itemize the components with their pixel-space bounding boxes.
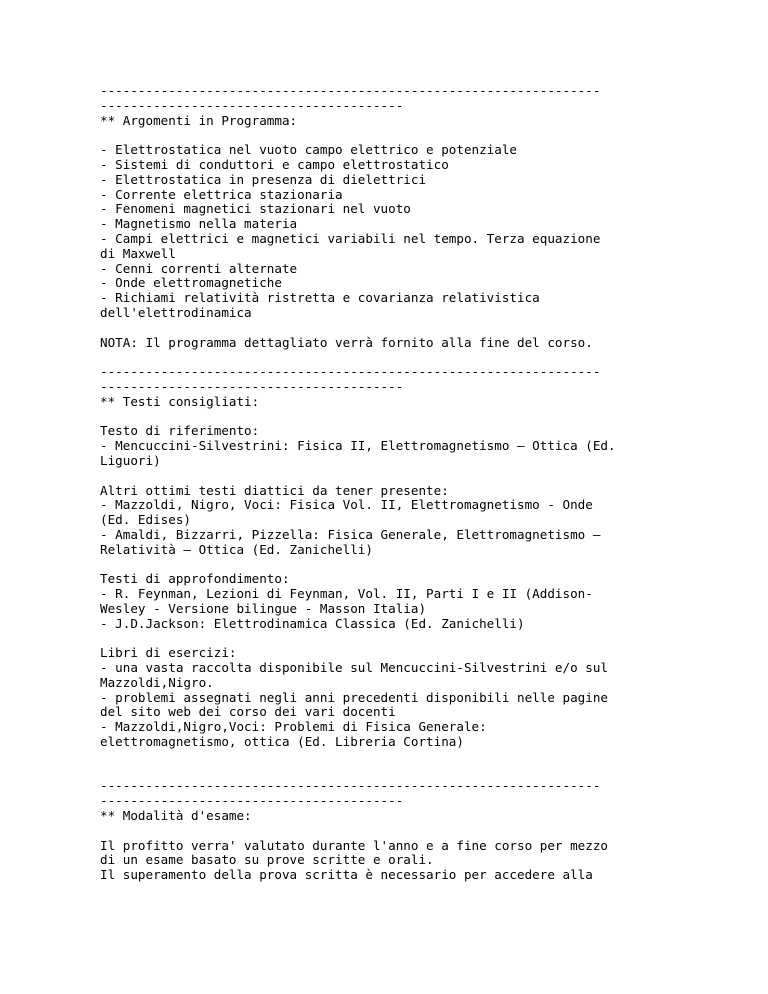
text-line: dell'elettrodinamica [100, 304, 252, 320]
text-line: - Fenomeni magnetici stazionari nel vuoto [100, 201, 411, 217]
text-line: - Richiami relatività ristretta e covarianza relativistica [100, 290, 540, 306]
section-0 [100, 84, 740, 365]
text-line: - R. Feynman, Lezioni di Feynman, Vol. II, Parti I e II (Addison- [100, 586, 593, 602]
separator-line: ------------------------------------------------------------------ [100, 364, 601, 380]
text-line: - Mencuccini-Silvestrini: Fisica II, Elettromagnetismo – Ottica (Ed. [100, 438, 616, 454]
text-line: - J.D.Jackson: Elettrodinamica Classica (Ed. Zanichelli) [100, 615, 525, 631]
text-line: - una vasta raccolta disponibile sul Mencuccini-Silvestrini e/o sul [100, 660, 608, 676]
text-line: del sito web dei corso dei vari docenti [100, 704, 396, 720]
separator-line: ------------------------------------------------------------------ [100, 778, 601, 794]
text-line: - Elettrostatica in presenza di dielettrici [100, 171, 427, 187]
text-line: elettromagnetismo, ottica (Ed. Libreria Cortina) [100, 734, 464, 750]
text-line: - Mazzoldi, Nigro, Voci: Fisica Vol. II, Elettromagnetismo - Onde [100, 497, 593, 513]
separator-line: ---------------------------------------- [100, 793, 404, 809]
text-line: Altri ottimi testi diattici da tener presente: [100, 482, 449, 498]
blank-line [100, 321, 740, 336]
section-heading: ** Modalità d'esame: [100, 808, 252, 824]
text-line: - Sistemi di conduttori e campo elettrostatico [100, 156, 449, 172]
text-line: Wesley - Versione bilingue - Masson Italia) [100, 600, 427, 616]
text-line: Libri di esercizi: [100, 645, 237, 661]
section-heading: ** Testi consigliati: [100, 393, 260, 409]
text-line: - Corrente elettrica stazionaria [100, 186, 343, 202]
text-line: - Cenni correnti alternate [100, 260, 298, 276]
text-line: NOTA: Il programma dettagliato verrà fornito alla fine del corso. [100, 334, 593, 350]
text-line: - Magnetismo nella materia [100, 216, 298, 232]
text-line: Il superamento della prova scritta è necessario per accedere alla [100, 867, 593, 883]
text-line: Liguori) [100, 452, 161, 468]
blank-line [100, 128, 740, 143]
separator-line: ---------------------------------------- [100, 97, 404, 113]
text-line: Testo di riferimento: [100, 423, 260, 439]
text-line: di Maxwell [100, 245, 176, 261]
document-text [100, 84, 740, 883]
blank-line [100, 350, 740, 365]
blank-line [100, 765, 740, 780]
text-line: - Amaldi, Bizzarri, Pizzella: Fisica Generale, Elettromagnetismo – [100, 526, 601, 542]
section-2 [100, 779, 740, 883]
text-line: - Elettrostatica nel vuoto campo elettrico e potenziale [100, 142, 518, 158]
text-line: (Ed. Edises) [100, 512, 191, 528]
blank-line [100, 469, 740, 484]
text-line: Mazzoldi,Nigro. [100, 674, 214, 690]
blank-line [100, 750, 740, 765]
text-line: Relatività – Ottica (Ed. Zanichelli) [100, 541, 373, 557]
text-line: - Onde elettromagnetiche [100, 275, 282, 291]
text-line: - problemi assegnati negli anni precedenti disponibili nelle pagine [100, 689, 608, 705]
blank-line [100, 410, 740, 425]
text-line: Il profitto verra' valutato durante l'anno e a fine corso per mezzo [100, 837, 608, 853]
separator-line: ------------------------------------------------------------------ [100, 83, 601, 98]
blank-line [100, 824, 740, 839]
blank-line [100, 558, 740, 573]
text-line: Testi di approfondimento: [100, 571, 290, 587]
blank-line [100, 631, 740, 646]
text-line: di un esame basato su prove scritte e orali. [100, 852, 434, 868]
separator-line: ---------------------------------------- [100, 378, 404, 394]
text-line: - Campi elettrici e magnetici variabili nel tempo. Terza equazione [100, 230, 601, 246]
text-line: - Mazzoldi,Nigro,Voci: Problemi di Fisica Generale: [100, 719, 487, 735]
section-heading: ** Argomenti in Programma: [100, 112, 298, 128]
section-1 [100, 365, 740, 779]
